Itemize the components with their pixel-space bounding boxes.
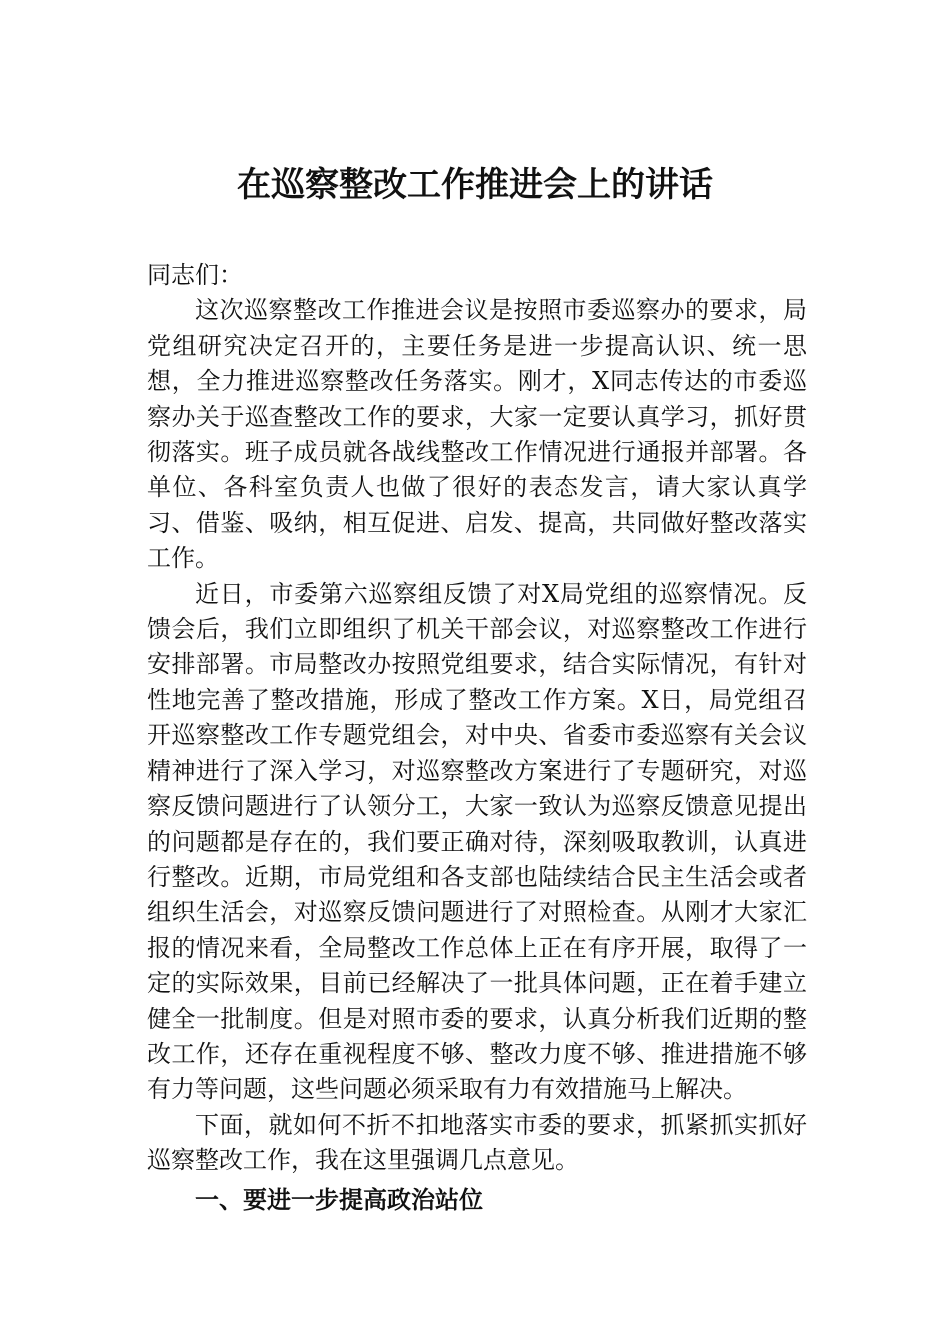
document-body xyxy=(147,258,807,1218)
salutation: 同志们： xyxy=(147,261,243,289)
section-heading-1: 一、要进一步提高政治站位 xyxy=(195,1185,483,1214)
paragraph-1: 这次巡察整改工作推进会议是按照市委巡察办的要求，局党组研究决定召开的，主要任务是进一步提高认识、统一思想，全力推进巡察整改任务落实。刚才，X同志传达的市委巡察办关于巡查整改工作的要求，大家一定要认真学习，抓好贯彻落实。班子成员就各战线整改工作情况进行通报并部署。各单位、各科室负责人也做了很好的表态发言，请大家认真学习、借鉴、吸纳，相互促进、启发、提高，共同做好整改落实工作。 xyxy=(147,296,807,573)
paragraph-2: 近日，市委第六巡察组反馈了对X局党组的巡察情况。反馈会后，我们立即组织了机关干部会议，对巡察整改工作进行安排部署。市局整改办按照党组要求，结合实际情况，有针对性地完善了整改措施，形成了整改工作方案。X日，局党组召开巡察整改工作专题党组会，对中央、省委市委巡察有关会议精神进行了深入学习，对巡察整改方案进行了专题研究，对巡察反馈问题进行了认领分工，大家一致认为巡察反馈意见提出的问题都是存在的，我们要正确对待，深刻吸取教训，认真进行整改。近期，市局党组和各支部也陆续结合民主生活会或者组织生活会，对巡察反馈问题进行了对照检查。从刚才大家汇报的情况来看，全局整改工作总体上正在有序开展，取得了一定的实际效果，目前已经解决了一批具体问题，正在着手建立健全一批制度。但是对照市委的要求，认真分析我们近期的整改工作，还存在重视程度不够、整改力度不够、推进措施不够有力等问题，这些问题必须采取有力有效措施马上解决。 xyxy=(147,579,807,1104)
paragraph-3: 下面，就如何不折不扣地落实市委的要求，抓紧抓实抓好巡察整改工作，我在这里强调几点意见。 xyxy=(147,1110,807,1175)
document-title: 在巡察整改工作推进会上的讲话 xyxy=(237,165,713,205)
